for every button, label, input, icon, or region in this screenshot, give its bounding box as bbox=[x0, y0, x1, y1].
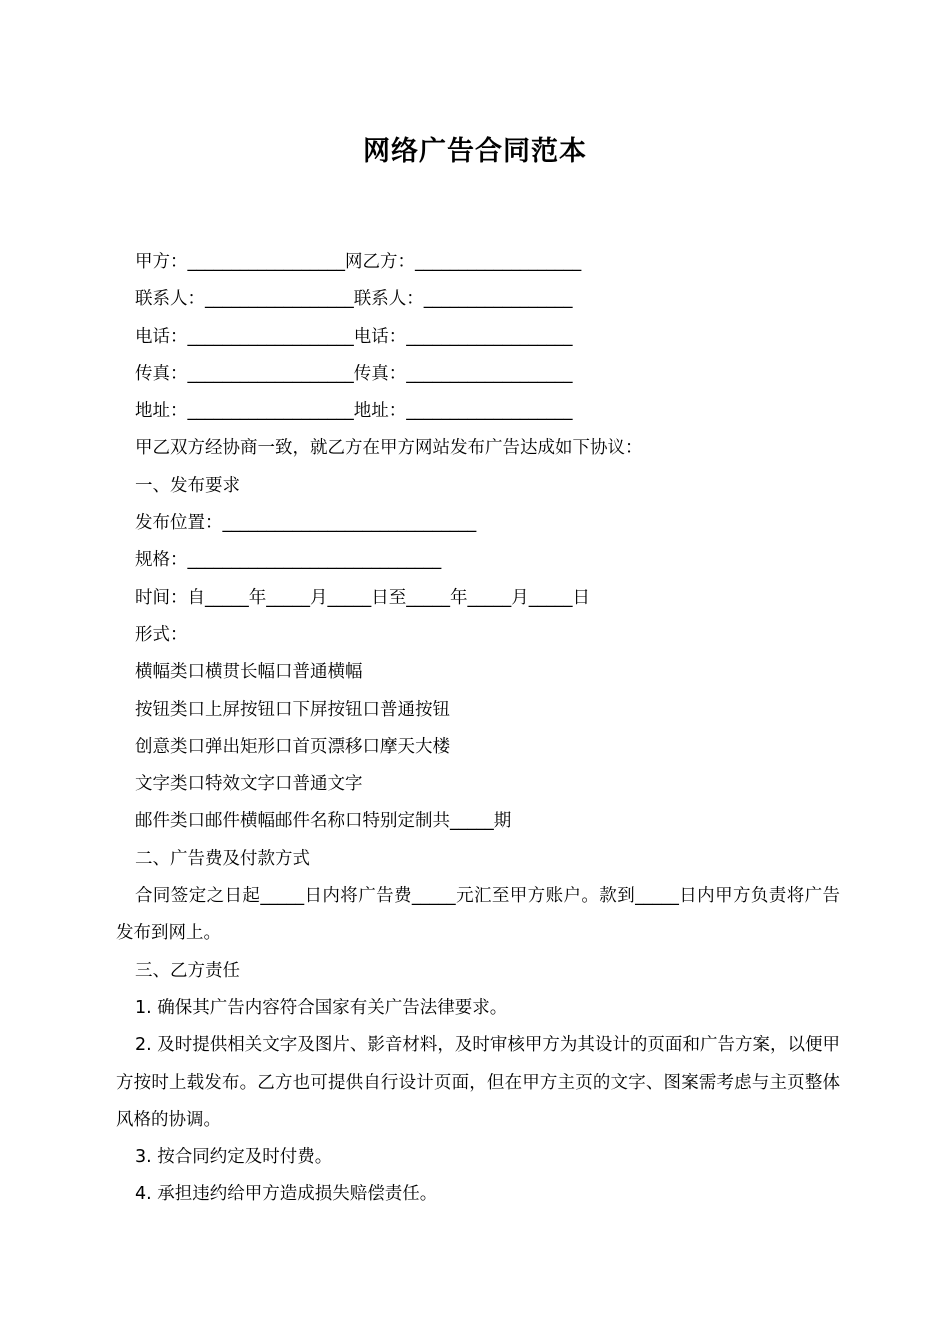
format-mail: 邮件类口邮件横幅邮件名称口特别定制共_____期 bbox=[135, 811, 512, 832]
party-a-line: 甲方：__________________网乙方：___________________ bbox=[135, 252, 582, 272]
time-line: 时间：自_____年_____月_____日至_____年_____月_____日 bbox=[135, 587, 590, 608]
agreement-intro: 甲乙双方经协商一致，就乙方在甲方网站发布广告达成如下协议： bbox=[135, 438, 643, 459]
document-title: 网络广告合同范本 bbox=[363, 136, 587, 167]
fax-line: 传真：___________________传真：___________________ bbox=[135, 363, 573, 384]
duty-item-1: 1. 确保其广告内容符合国家有关广告法律要求。 bbox=[135, 997, 508, 1018]
section-heading-2: 二、广告费及付款方式 bbox=[135, 848, 310, 869]
section-heading-1: 一、发布要求 bbox=[135, 475, 240, 496]
format-text: 文字类口特效文字口普通文字 bbox=[135, 774, 363, 795]
section-heading-3: 三、乙方责任 bbox=[135, 960, 240, 981]
duty-item-4: 4. 承担违约给甲方造成损失赔偿责任。 bbox=[135, 1184, 438, 1205]
duty-item-2: 2. 及时提供相关文字及图片、影音材料，及时审核甲方为其设计的页面和广告方案，以便甲方按时上载发布。乙方也可提供自行设计页面，但在甲方主页的文字、图案需考虑与主页整体风格的协调。 bbox=[116, 1035, 840, 1130]
document-body bbox=[116, 244, 840, 1214]
contact-line: 联系人：_________________联系人：_________________ bbox=[135, 289, 573, 310]
duty-item-3: 3. 按合同约定及时付费。 bbox=[135, 1147, 333, 1168]
payment-paragraph: 合同签定之日起_____日内将广告费_____元汇至甲方账户。款到_____日内甲方负责将广告发布到网上。 bbox=[116, 886, 840, 944]
phone-line: 电话：___________________电话：___________________ bbox=[135, 326, 573, 347]
address-line: 地址：___________________地址：___________________ bbox=[135, 401, 573, 422]
spec-line: 规格：_____________________________ bbox=[135, 550, 442, 571]
format-banner: 横幅类口横贯长幅口普通横幅 bbox=[135, 662, 363, 683]
format-button: 按钮类口上屏按钮口下屏按钮口普通按钮 bbox=[135, 699, 450, 720]
format-label: 形式： bbox=[135, 624, 188, 645]
format-creative: 创意类口弹出矩形口首页漂移口摩天大楼 bbox=[135, 736, 450, 757]
placement-line: 发布位置：_____________________________ bbox=[135, 513, 477, 534]
